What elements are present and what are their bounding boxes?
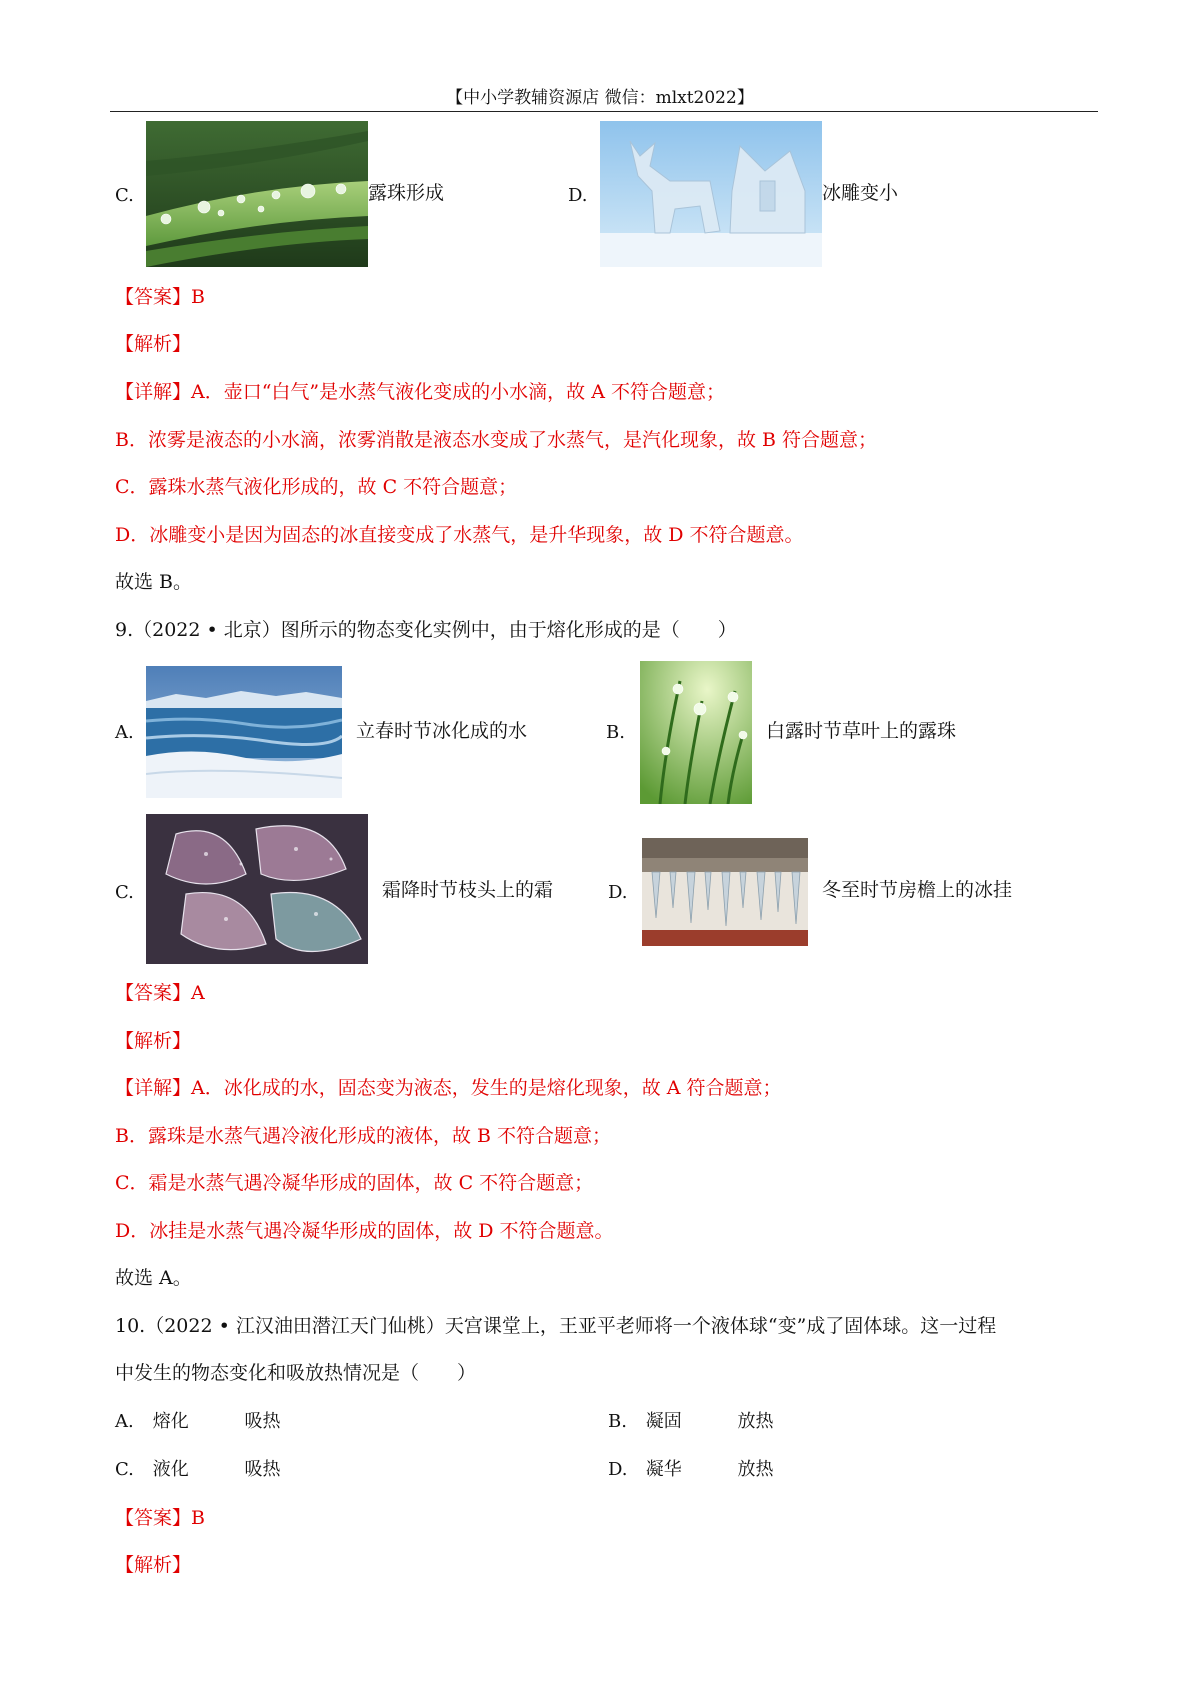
q10-analysis-label: 【解析】 bbox=[115, 1554, 192, 1576]
q10-option-c-letter: C. bbox=[115, 1459, 134, 1480]
q10-option-b-letter: B. bbox=[608, 1411, 627, 1432]
q10-option-a-process: 熔化 bbox=[152, 1411, 189, 1432]
q10-answer: 【答案】B bbox=[115, 1507, 205, 1529]
q10-option-d bbox=[608, 1457, 773, 1483]
q9-option-b-letter: B. bbox=[606, 722, 625, 743]
q9-detail-d: D．冰挂是水蒸气遇冷凝华形成的固体，故 D 不符合题意。 bbox=[115, 1220, 614, 1242]
q9-option-d-caption: 冬至时节房檐上的冰挂 bbox=[822, 879, 1013, 901]
q9-answer: 【答案】A bbox=[115, 982, 205, 1004]
q10-option-b bbox=[608, 1409, 773, 1435]
q8-detail-d: D．冰雕变小是因为固态的冰直接变成了水蒸气，是升华现象，故 D 不符合题意。 bbox=[115, 524, 804, 546]
q8-detail-a: 【详解】A．壶口“白气”是水蒸气液化变成的小水滴，故 A 不符合题意； bbox=[115, 381, 725, 403]
q8-detail-c: C．露珠水蒸气液化形成的，故 C 不符合题意； bbox=[115, 476, 518, 498]
q8-option-c-caption: 露珠形成 bbox=[368, 182, 445, 204]
q8-analysis-label: 【解析】 bbox=[115, 333, 192, 355]
q10-option-b-process: 凝固 bbox=[645, 1411, 682, 1432]
q10-option-c bbox=[115, 1457, 280, 1483]
icicles-on-eaves-photo bbox=[642, 838, 808, 946]
q9-option-d-letter: D. bbox=[608, 882, 628, 903]
q9-detail-c: C．霜是水蒸气遇冷凝华形成的固体，故 C 不符合题意； bbox=[115, 1172, 594, 1194]
q10-option-b-heat: 放热 bbox=[737, 1411, 774, 1432]
q10-option-d-process: 凝华 bbox=[645, 1459, 682, 1480]
dew-on-grass-photo bbox=[146, 121, 368, 267]
q9-stem: 9.（2022 • 北京）图所示的物态变化实例中，由于熔化形成的是（ ） bbox=[115, 619, 737, 641]
q10-option-a-letter: A. bbox=[115, 1411, 134, 1432]
q8-option-d-letter: D. bbox=[568, 185, 588, 206]
q10-option-c-heat: 吸热 bbox=[244, 1459, 281, 1480]
frost-on-leaves-photo bbox=[146, 814, 368, 964]
page-header: 【中小学教辅资源店 微信：mlxt2022】 bbox=[446, 88, 754, 108]
q9-option-a-caption: 立春时节冰化成的水 bbox=[356, 720, 528, 742]
q9-analysis-label: 【解析】 bbox=[115, 1030, 192, 1052]
q9-option-a-letter: A. bbox=[115, 722, 134, 743]
q9-detail-a: 【详解】A．冰化成的水，固态变为液态，发生的是熔化现象，故 A 符合题意； bbox=[115, 1077, 782, 1099]
q10-option-a bbox=[115, 1409, 280, 1435]
q8-conclusion: 故选 B。 bbox=[115, 571, 193, 593]
header-rule bbox=[110, 111, 1098, 112]
q9-option-c-caption: 霜降时节枝头上的霜 bbox=[382, 879, 554, 901]
q8-option-c-letter: C. bbox=[115, 185, 134, 206]
q10-option-a-heat: 吸热 bbox=[244, 1411, 281, 1432]
q10-stem-line2: 中发生的物态变化和吸放热情况是（ ） bbox=[115, 1362, 477, 1384]
q9-option-b-caption: 白露时节草叶上的露珠 bbox=[766, 720, 957, 742]
q9-option-c-letter: C. bbox=[115, 882, 134, 903]
q10-option-d-heat: 放热 bbox=[737, 1459, 774, 1480]
q9-conclusion: 故选 A。 bbox=[115, 1267, 192, 1289]
melting-ice-photo bbox=[146, 666, 342, 798]
q10-stem-line1: 10.（2022 • 江汉油田潜江天门仙桃）天宫课堂上，王亚平老师将一个液体球“变”成了固体球。这一过程 bbox=[115, 1315, 997, 1337]
dew-on-grass-blades-photo bbox=[640, 661, 752, 804]
q8-option-d-caption: 冰雕变小 bbox=[822, 182, 899, 204]
q10-option-d-letter: D. bbox=[608, 1459, 628, 1480]
ice-sculpture-photo bbox=[600, 121, 822, 267]
q8-answer: 【答案】B bbox=[115, 286, 205, 308]
q9-detail-b: B．露珠是水蒸气遇冷液化形成的液体，故 B 不符合题意； bbox=[115, 1125, 612, 1147]
q8-detail-b: B．浓雾是液态的小水滴，浓雾消散是液态水变成了水蒸气，是汽化现象，故 B 符合题意； bbox=[115, 429, 878, 451]
q10-option-c-process: 液化 bbox=[152, 1459, 189, 1480]
